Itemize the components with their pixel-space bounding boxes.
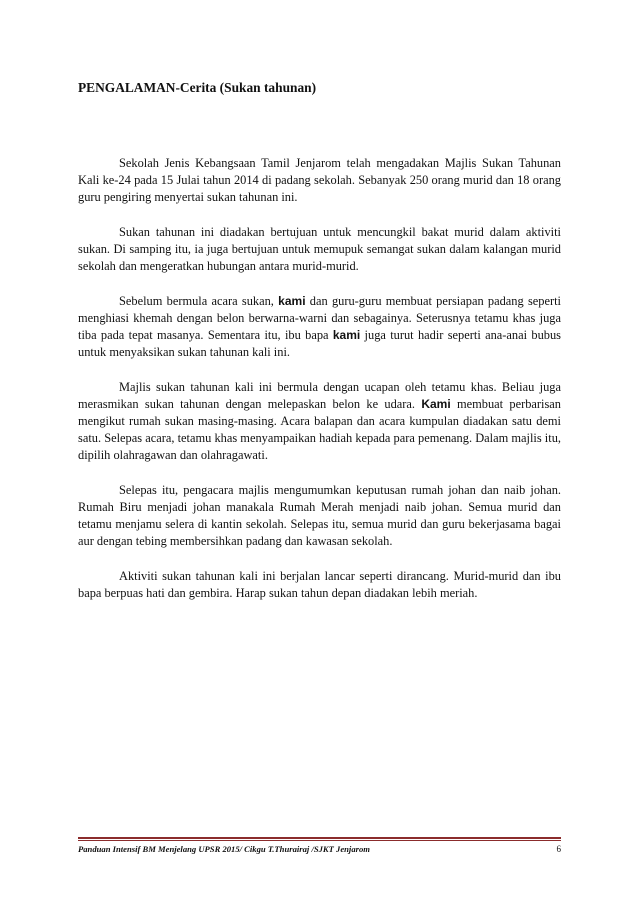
paragraph-text: Aktiviti sukan tahunan kali ini berjalan lancar seperti dirancang. Murid-murid dan ibu bapa berpuas hati dan gembira. Harap sukan tahun depan diadakan lebih meriah.: [78, 568, 561, 600]
paragraph-text: Sebelum bermula acara sukan,: [119, 293, 279, 308]
bold-word: kami: [278, 293, 306, 308]
paragraph: [78, 155, 561, 207]
page-number: 6: [556, 844, 561, 854]
paragraph: [78, 379, 561, 465]
footer-rule: [78, 837, 561, 839]
paragraph-text: Sekolah Jenis Kebangsaan Tamil Jenjarom telah mengadakan Majlis Sukan Tahunan Kali ke-24 pada 15 Julai tahun 2014 di padang sekolah. Sebanyak 250 orang murid dan 18 orang guru pengiring menyertai sukan tahunan ini.: [78, 156, 561, 205]
paragraph: [78, 224, 561, 276]
paragraph: [78, 482, 561, 551]
paragraph-text: juga turut hadir seperti ana-anai bubus untuk menyaksikan sukan tahunan kali ini.: [78, 328, 561, 360]
document-body: [78, 155, 561, 602]
page-title: PENGALAMAN-Cerita (Sukan tahunan): [78, 80, 317, 95]
paragraph-text: Majlis sukan tahunan kali ini bermula dengan ucapan oleh tetamu khas. Beliau juga merasmikan sukan tahunan dengan melepaskan belon ke udara.: [78, 379, 561, 411]
paragraph: [78, 568, 561, 602]
paragraph: [78, 293, 561, 362]
footer-rule-thin: [78, 840, 561, 841]
paragraph-text: Sukan tahunan ini diadakan bertujuan untuk mencungkil bakat murid dalam aktiviti sukan. Di samping itu, ia juga bertujuan untuk memupuk semangat sukan dalam kalangan murid sekolah dan mengeratkan hubungan antara murid-murid.: [78, 224, 561, 274]
paragraph-text: Selepas itu, pengacara majlis mengumumkan keputusan rumah johan dan naib johan. Rumah Biru menjadi johan manakala Rumah Merah menjadi naib johan. Semua murid dan tetamu menjamu selera di kantin sekolah. Selepas itu, semua murid dan guru bekerjasama bagai aur dengan tebing membersihkan padang dan kawasan sekolah.: [78, 482, 561, 549]
footer-text: Panduan Intensif BM Menjelang UPSR 2015/ Cikgu T.Thurairaj /SJKT Jenjarom: [78, 844, 370, 854]
bold-word: kami: [332, 328, 361, 342]
paragraph-text: membuat perbarisan mengikut rumah sukan masing-masing. Acara balapan dan acara kumpulan diadakan satu demi satu. Selepas acara, tetamu khas menyampaikan hadiah kepada para pemenang. Dalam majlis itu, dipilih olahragawan dan olahragawati.: [78, 396, 561, 463]
paragraph-text: dan guru-guru membuat persiapan padang seperti menghiasi khemah dengan belon berwarna-warni dan sebagainya. Seterusnya tetamu khas juga tiba pada tepat masanya. Sementara itu, ibu bapa: [78, 293, 561, 342]
bold-word: Kami: [421, 396, 451, 411]
